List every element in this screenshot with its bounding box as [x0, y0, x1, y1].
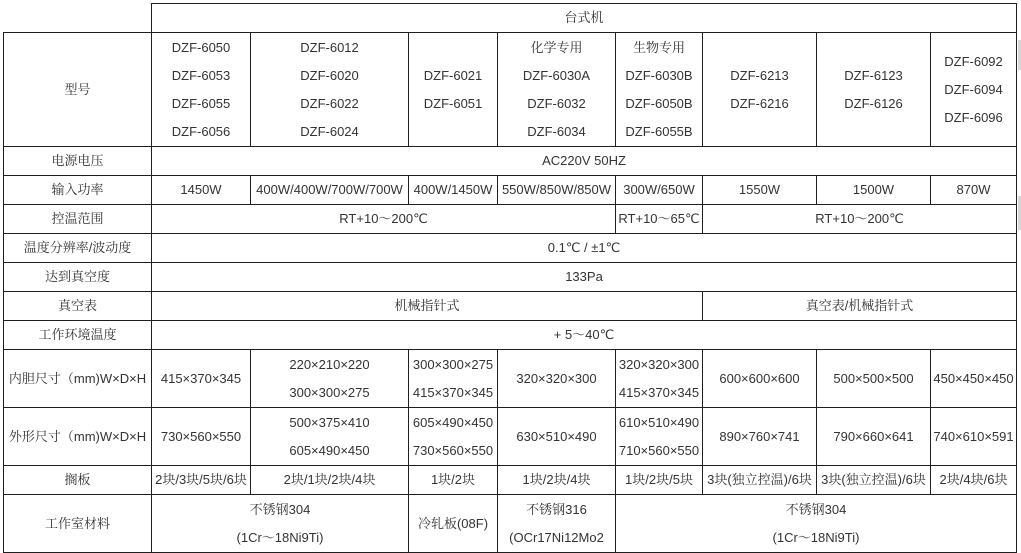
material-cell — [152, 495, 409, 553]
inner-dims-value: 320×320×300 — [618, 356, 700, 372]
outer-dims-value: 630×510×490 — [498, 408, 616, 466]
model-cell — [409, 33, 498, 147]
model-row — [4, 33, 1017, 147]
row-label-outer-dims: 外形尺寸（mm)W×D×H — [4, 408, 152, 466]
model-name: DZF-6056 — [171, 123, 231, 139]
model-name: DZF-6096 — [944, 109, 1003, 125]
temp-range-row — [4, 205, 1017, 234]
resolution-row — [4, 234, 1017, 263]
shelves-row — [4, 466, 1017, 495]
model-name: DZF-6050 — [171, 39, 231, 55]
outer-dims-value: 710×560×550 — [618, 442, 700, 458]
model-name: DZF-6051 — [423, 95, 483, 111]
model-name: DZF-6034 — [527, 123, 586, 139]
material-cell — [616, 495, 1017, 553]
row-label-voltage: 电源电压 — [4, 147, 152, 176]
resolution-value: 0.1℃ / ±1℃ — [152, 234, 1017, 263]
model-category: 化学专用 — [530, 39, 583, 55]
material-value: 不锈钢304 — [785, 501, 847, 517]
row-label-resolution: 温度分辨率/波动度 — [4, 234, 152, 263]
shelves-value: 1块/2块/4块 — [498, 466, 616, 495]
row-label-temp-range: 控温范围 — [4, 205, 152, 234]
outer-dims-value: 730×560×550 — [412, 442, 494, 458]
power-value: 870W — [931, 176, 1017, 205]
model-name: DZF-6030B — [625, 67, 693, 83]
shelves-value: 2块/4块/6块 — [931, 466, 1017, 495]
row-label-gauge: 真空表 — [4, 292, 152, 321]
voltage-row — [4, 147, 1017, 176]
model-name: DZF-6055B — [625, 123, 693, 139]
gauge-row — [4, 292, 1017, 321]
material-value: 冷轧板(08F) — [409, 495, 498, 553]
shelves-value: 2块/3块/5块/6块 — [152, 466, 251, 495]
ambient-value: + 5～40℃ — [152, 321, 1017, 350]
inner-dims-cell — [251, 350, 409, 408]
shelves-value: 2块/1块/2块/4块 — [251, 466, 409, 495]
inner-dims-value: 320×320×300 — [498, 350, 616, 408]
model-name: DZF-6053 — [171, 67, 231, 83]
material-value: (OCr17Ni12Mo2 — [509, 529, 604, 545]
inner-dims-value: 220×210×220 — [289, 356, 370, 372]
outer-dims-value: 500×375×410 — [289, 414, 370, 430]
row-label-inner-dims: 内胆尺寸（mm)W×D×H — [4, 350, 152, 408]
outer-dims-value: 790×660×641 — [817, 408, 931, 466]
inner-dims-value: 415×370×345 — [412, 384, 494, 400]
row-label-material: 工作室材料 — [4, 495, 152, 553]
power-value: 400W/1450W — [409, 176, 498, 205]
model-name: DZF-6123 — [844, 67, 903, 83]
material-value: 不锈钢316 — [526, 501, 587, 517]
header-row — [4, 4, 1017, 33]
spec-table-wrapper — [3, 3, 1017, 553]
gauge-value: 机械指针式 — [152, 292, 703, 321]
row-label-model: 型号 — [4, 33, 152, 147]
power-value: 400W/400W/700W/700W — [251, 176, 409, 205]
ambient-row — [4, 321, 1017, 350]
temp-range-value: RT+10～200℃ — [152, 205, 616, 234]
model-name: DZF-6020 — [300, 67, 359, 83]
voltage-value: AC220V 50HZ — [152, 147, 1017, 176]
outer-dims-value: 610×510×490 — [618, 414, 700, 430]
model-name: DZF-6126 — [844, 95, 903, 111]
inner-dims-value: 415×370×345 — [152, 350, 251, 408]
vacuum-value: 133Pa — [152, 263, 1017, 292]
model-cell — [931, 33, 1017, 147]
power-value: 300W/650W — [616, 176, 703, 205]
corner-cell — [4, 4, 152, 33]
model-category: 生物专用 — [632, 39, 685, 55]
power-value: 1550W — [703, 176, 817, 205]
gauge-value: 真空表/机械指针式 — [703, 292, 1017, 321]
model-name: DZF-6012 — [300, 39, 359, 55]
model-name: DZF-6021 — [423, 67, 483, 83]
inner-dims-row — [4, 350, 1017, 408]
outer-dims-row — [4, 408, 1017, 466]
material-value: (1Cr～18Ni9Ti) — [772, 529, 860, 545]
model-name: DZF-6094 — [944, 81, 1003, 97]
power-row — [4, 176, 1017, 205]
model-name: DZF-6213 — [730, 67, 789, 83]
shelves-value: 3块(独立控温)/6块 — [817, 466, 931, 495]
power-value: 1450W — [152, 176, 251, 205]
inner-dims-value: 600×600×600 — [703, 350, 817, 408]
outer-dims-value: 605×490×450 — [412, 414, 494, 430]
power-value: 1500W — [817, 176, 931, 205]
outer-dims-value: 605×490×450 — [289, 442, 370, 458]
outer-dims-cell — [616, 408, 703, 466]
outer-dims-cell — [409, 408, 498, 466]
material-cell — [498, 495, 616, 553]
header-title: 台式机 — [152, 4, 1017, 33]
material-value: 不锈钢304 — [249, 501, 311, 517]
temp-range-value: RT+10～200℃ — [703, 205, 1017, 234]
model-cell — [703, 33, 817, 147]
model-name: DZF-6030A — [522, 67, 591, 83]
model-name: DZF-6050B — [625, 95, 693, 111]
inner-dims-value: 450×450×450 — [931, 350, 1017, 408]
inner-dims-cell — [409, 350, 498, 408]
material-row — [4, 495, 1017, 553]
inner-dims-value: 415×370×345 — [618, 384, 700, 400]
row-label-ambient: 工作环境温度 — [4, 321, 152, 350]
outer-dims-value: 890×760×741 — [703, 408, 817, 466]
inner-dims-cell — [616, 350, 703, 408]
spec-table — [3, 3, 1017, 553]
row-label-power: 输入功率 — [4, 176, 152, 205]
model-cell — [498, 33, 616, 147]
inner-dims-value: 300×300×275 — [289, 384, 370, 400]
model-name: DZF-6216 — [730, 95, 789, 111]
outer-dims-value: 730×560×550 — [152, 408, 251, 466]
row-label-vacuum: 达到真空度 — [4, 263, 152, 292]
material-value: (1Cr～18Ni9Ti) — [236, 529, 324, 545]
model-name: DZF-6022 — [300, 95, 359, 111]
inner-dims-value: 500×500×500 — [817, 350, 931, 408]
shelves-value: 1块/2块/5块 — [616, 466, 703, 495]
temp-range-value: RT+10～65℃ — [616, 205, 703, 234]
model-name: DZF-6092 — [944, 53, 1003, 69]
outer-dims-cell — [251, 408, 409, 466]
shelves-value: 3块(独立控温)/6块 — [703, 466, 817, 495]
row-label-shelves: 搁板 — [4, 466, 152, 495]
model-cell — [616, 33, 703, 147]
vacuum-row — [4, 263, 1017, 292]
inner-dims-value: 300×300×275 — [412, 356, 494, 372]
model-name: DZF-6024 — [300, 123, 359, 139]
shelves-value: 1块/2块 — [409, 466, 498, 495]
model-cell — [251, 33, 409, 147]
model-cell — [817, 33, 931, 147]
power-value: 550W/850W/850W — [498, 176, 616, 205]
model-name: DZF-6032 — [527, 95, 586, 111]
model-cell — [152, 33, 251, 147]
model-name: DZF-6055 — [171, 95, 231, 111]
outer-dims-value: 740×610×591 — [931, 408, 1017, 466]
